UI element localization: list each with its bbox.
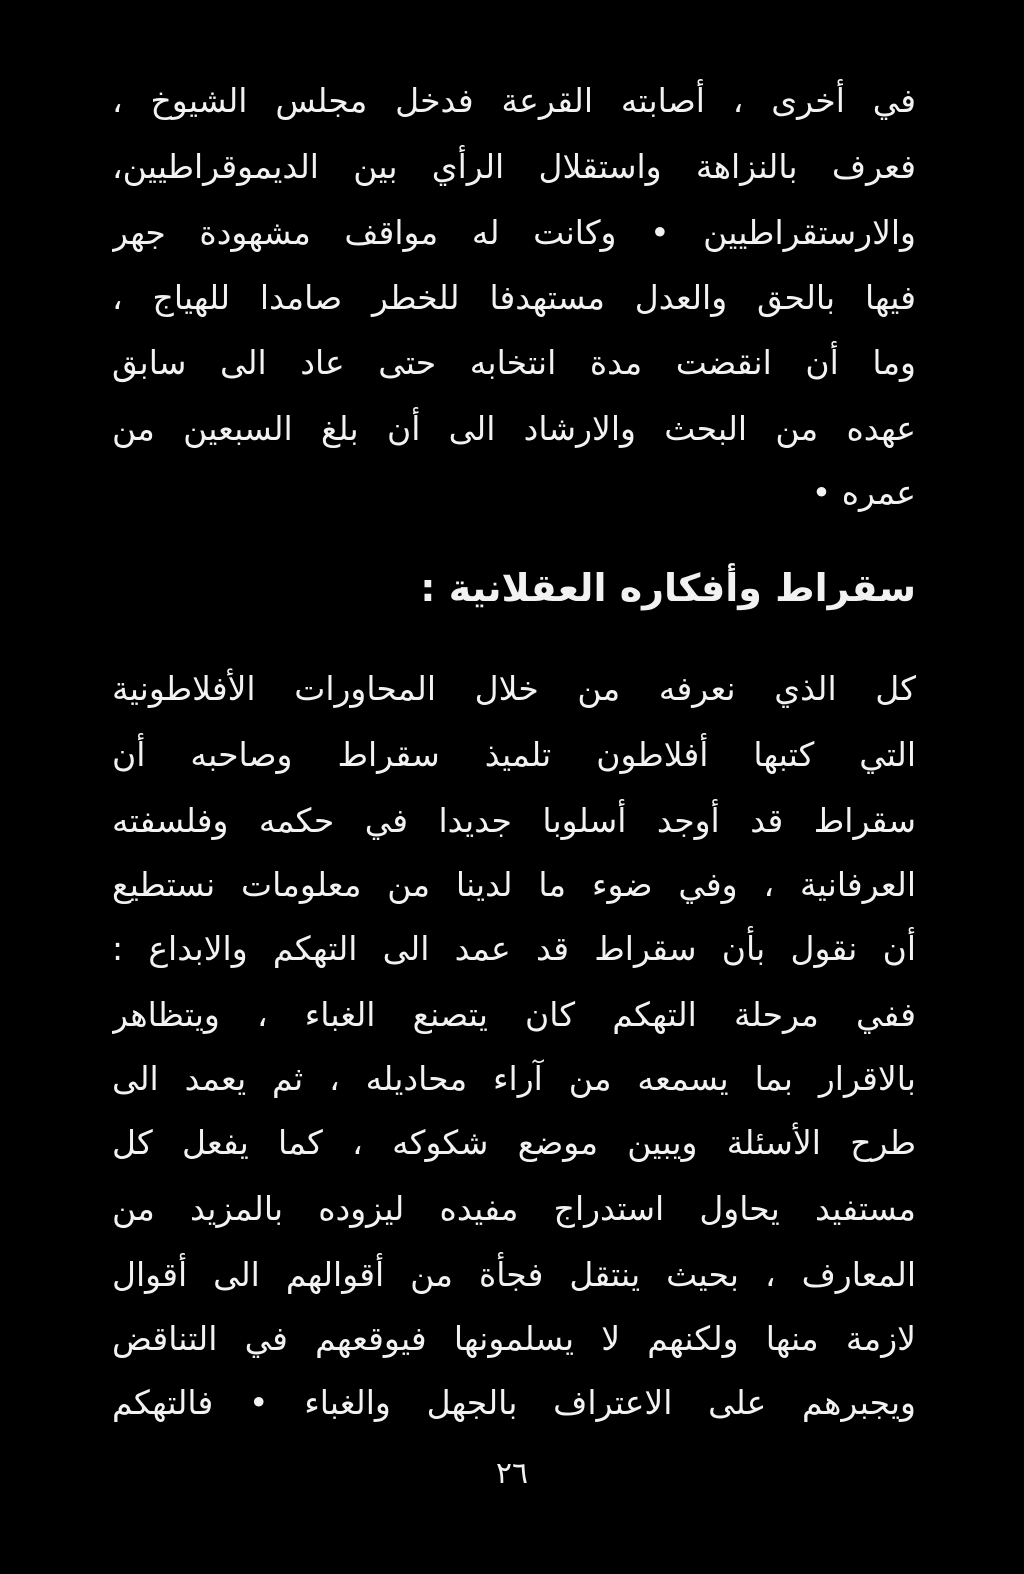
paragraph-2-line: بالاقرار بما يسمعه من آراء محاديله ، ثم يعمد الى	[112, 1059, 916, 1098]
paragraph-1-line: وما أن انقضت مدة انتخابه حتى عاد الى سابق	[112, 343, 916, 382]
section-heading: سقراط وأفكاره العقلانية :	[420, 566, 916, 610]
paragraph-2-line: مستفيد يحاول استدراج مفيده ليزوده بالمزيد من	[112, 1189, 916, 1228]
paragraph-2-line: التي كتبها أفلاطون تلميذ سقراط وصاحبه أن	[112, 735, 916, 774]
paragraph-2-line: ويجبرهم على الاعتراف بالجهل والغباء • فالتهكم	[112, 1383, 916, 1422]
paragraph-2-line: المعارف ، بحيث ينتقل فجأة من أقوالهم الى أقوال	[112, 1255, 916, 1294]
paragraph-1-line: والارستقراطيين • وكانت له مواقف مشهودة جهر	[112, 213, 916, 252]
paragraph-1-line: عهده من البحث والارشاد الى أن بلغ السبعين من	[112, 409, 916, 448]
paragraph-2-line: سقراط قد أوجد أسلوبا جديدا في حكمه وفلسفته	[112, 801, 916, 840]
paragraph-1-line: عمره •	[811, 473, 916, 512]
paragraph-2-line: ففي مرحلة التهكم كان يتصنع الغباء ، ويتظاهر	[112, 995, 916, 1034]
paragraph-2-line: طرح الأسئلة ويبين موضع شكوكه ، كما يفعل كل	[112, 1123, 916, 1162]
paragraph-1-line: فيها بالحق والعدل مستهدفا للخطر صامدا للهياج ،	[112, 278, 916, 317]
paragraph-2-line: لازمة منها ولكنهم لا يسلمونها فيوقعهم في التناقض	[112, 1319, 916, 1358]
paragraph-1-line: فعرف بالنزاهة واستقلال الرأي بين الديموقراطيين،	[112, 147, 916, 186]
paragraph-2-line: العرفانية ، وفي ضوء ما لدينا من معلومات نستطيع	[112, 865, 916, 904]
page-number: ٢٦	[495, 1456, 529, 1491]
paragraph-2-line: كل الذي نعرفه من خلال المحاورات الأفلاطونية	[112, 669, 916, 708]
paragraph-2-line: أن نقول بأن سقراط قد عمد الى التهكم والابداع :	[112, 929, 916, 968]
paragraph-1-line: في أخرى ، أصابته القرعة فدخل مجلس الشيوخ ،	[112, 81, 916, 120]
